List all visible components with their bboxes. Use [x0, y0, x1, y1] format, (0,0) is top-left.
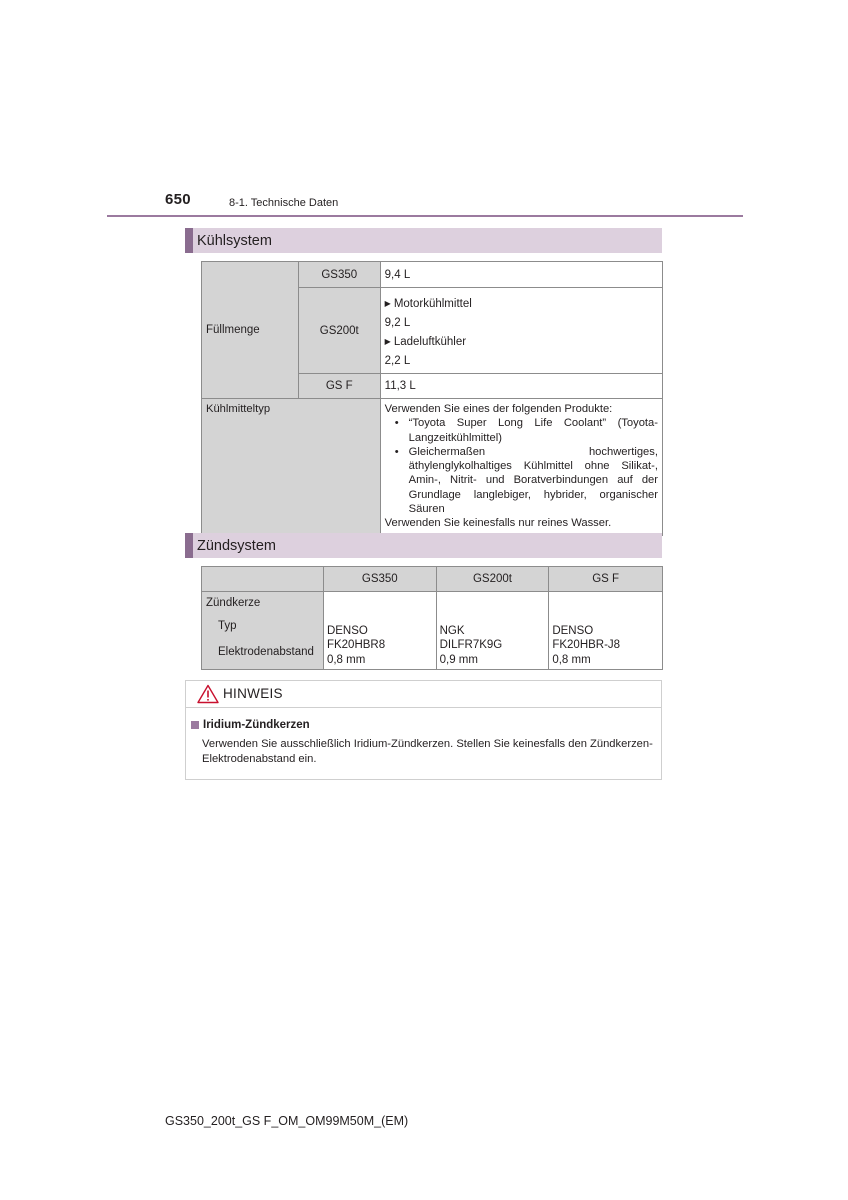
list-item: [385, 416, 658, 445]
spark-plug-value: [323, 592, 436, 670]
coolant-type-label: Kühlmitteltyp: [202, 399, 381, 536]
coolant-note: Verwenden Sie keinesfalls nur reines Wasser.: [384, 517, 612, 530]
plug-gap: 0,8 mm: [326, 653, 366, 666]
plug-brand: DENSO: [552, 624, 594, 637]
footer-code: GS350_200t_GS F_OM_OM99M50M_(EM): [165, 1114, 409, 1128]
notice-header: [186, 681, 661, 708]
notice-body: Verwenden Sie ausschließlich Iridium-Zündkerzen. Stellen Sie keinesfalls den Zündkerzen-Elektrodenabstand ein.: [202, 738, 653, 765]
section-cooling-heading: [185, 228, 662, 253]
header-rule: [107, 215, 743, 217]
notice-subtitle-text: Iridium-Zündkerzen: [203, 719, 310, 731]
ignition-table: [201, 566, 663, 670]
section-ignition-heading: [185, 533, 662, 558]
coolant-type-description: [380, 399, 662, 536]
bullet-text: “Toyota Super Long Life Coolant” (Toyota-Langzeitkühlmittel): [408, 417, 658, 444]
header-cell-empty: [202, 567, 324, 592]
item-label: Ladeluftkühler: [393, 335, 467, 348]
plug-part: FK20HBR8: [326, 639, 386, 651]
list-item: [385, 297, 658, 312]
bullet-icon: •: [394, 445, 399, 458]
notice-box: [185, 680, 662, 780]
fill-amount-label-text: Füllmenge: [206, 324, 260, 336]
model-cell: GS F: [298, 374, 380, 399]
item-value: 2,2 L: [384, 354, 411, 367]
square-bullet-icon: [191, 721, 199, 729]
plug-brand: DENSO: [326, 624, 368, 637]
plug-part: DILFR7K9G: [439, 639, 503, 651]
section-cooling-title: Kühlsystem: [197, 233, 272, 249]
list-item: [385, 335, 658, 350]
notice-title: HINWEIS: [223, 686, 283, 701]
bullet-text: Gleichermaßen hochwertiges, äthylenglykolhaltiges Kühlmittel ohne Silikat-, Amin-, Nitrit- und Boratverbindungen auf der Grundlage langlebiger, hybrider, organischer Säuren: [408, 445, 658, 516]
fill-value: 11,3 L: [380, 374, 662, 399]
page-number: 650: [165, 191, 191, 208]
spark-plug-label: Zündkerze: [206, 597, 261, 609]
chapter-title: 8-1. Technische Daten: [229, 197, 339, 209]
plug-brand: NGK: [439, 624, 465, 637]
triangle-right-icon: ▶: [384, 336, 391, 346]
plug-part: FK20HBR-J8: [552, 639, 621, 651]
fill-value: 9,4 L: [380, 262, 662, 288]
fill-amount-label: [202, 262, 299, 399]
cooling-table: [201, 261, 663, 536]
notice-subtitle: [191, 719, 310, 731]
plug-gap: 0,9 mm: [439, 653, 478, 666]
gap-label: Elektrodenabstand: [218, 646, 314, 658]
type-label: Typ: [218, 620, 237, 632]
spark-plug-value: [436, 592, 549, 670]
list-item: [385, 445, 658, 516]
column-header: GS200t: [436, 567, 549, 592]
triangle-right-icon: ▶: [384, 298, 391, 308]
plug-gap: 0,8 mm: [552, 653, 591, 666]
spark-plug-label-cell: [202, 592, 324, 670]
bullet-icon: •: [394, 417, 399, 430]
coolant-intro: Verwenden Sie eines der folgenden Produkte:: [384, 403, 613, 415]
item-value: 9,2 L: [384, 316, 411, 329]
warning-icon: [197, 684, 219, 704]
column-header: GS350: [323, 567, 436, 592]
section-ignition-title: Zündsystem: [197, 538, 276, 554]
fill-value-group: [380, 288, 662, 374]
model-cell: GS350: [298, 262, 380, 288]
model-cell: GS200t: [298, 288, 380, 374]
spark-plug-value: [549, 592, 663, 670]
item-label: Motorkühlmittel: [393, 297, 472, 310]
column-header: GS F: [549, 567, 663, 592]
